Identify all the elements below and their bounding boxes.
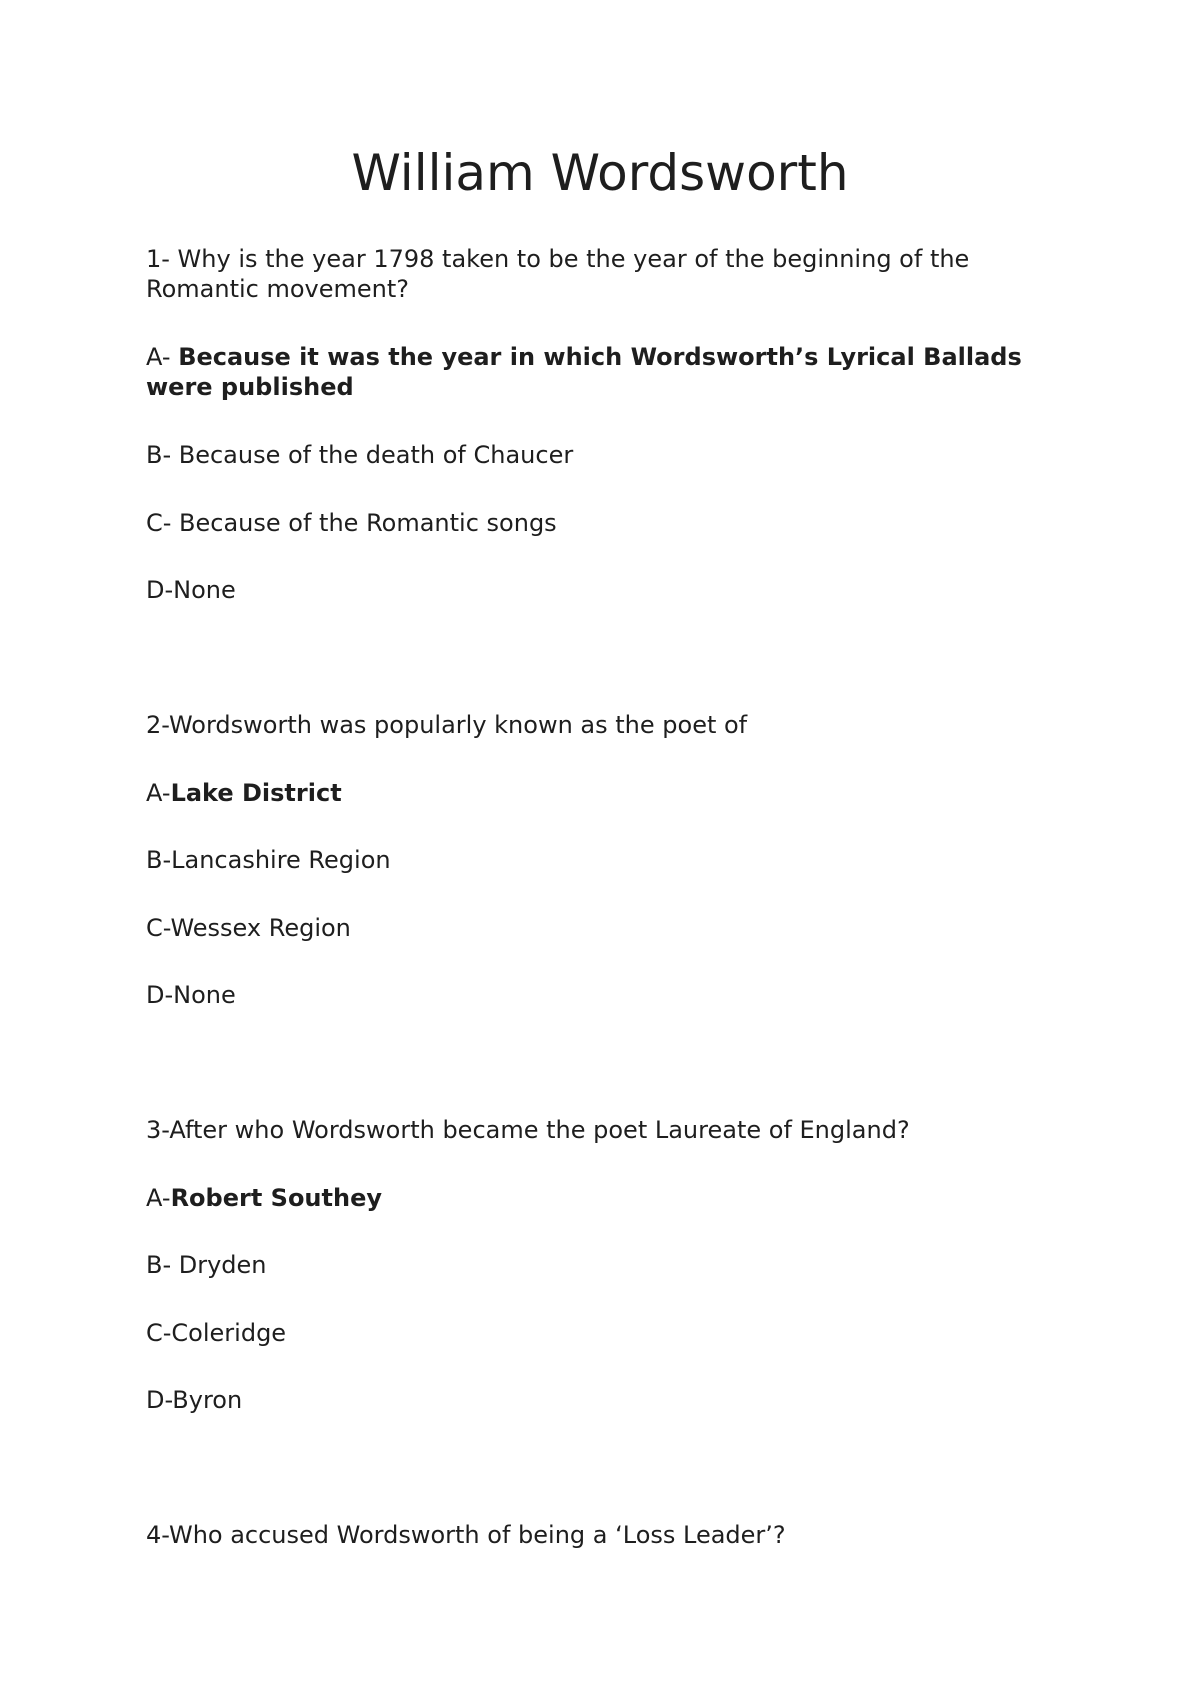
question-1-option-d: D-None bbox=[146, 576, 236, 604]
question-3-option-d: D-Byron bbox=[146, 1386, 243, 1414]
option-prefix: A- bbox=[146, 779, 171, 807]
question-3-option-b: B- Dryden bbox=[146, 1251, 267, 1279]
correct-answer: Lake District bbox=[170, 779, 342, 807]
correct-answer: Robert Southey bbox=[170, 1184, 382, 1212]
question-2-option-c: C-Wessex Region bbox=[146, 914, 351, 942]
question-1-option-a bbox=[146, 342, 1076, 402]
document-title: William Wordsworth bbox=[351, 144, 849, 202]
question-2-text: 2-Wordsworth was popularly known as the poet of bbox=[146, 711, 748, 739]
option-prefix: A- bbox=[146, 1184, 171, 1212]
question-3-text: 3-After who Wordsworth became the poet Laureate of England? bbox=[146, 1116, 910, 1144]
question-2-option-a bbox=[146, 778, 1076, 808]
option-prefix: A- bbox=[146, 343, 179, 371]
question-3-option-c: C-Coleridge bbox=[146, 1319, 287, 1347]
question-4-text: 4-Who accused Wordsworth of being a ‘Loss Leader’? bbox=[146, 1521, 786, 1549]
question-1-text: 1- Why is the year 1798 taken to be the year of the beginning of the Romantic movement? bbox=[146, 245, 970, 303]
question-1-option-c: C- Because of the Romantic songs bbox=[146, 509, 557, 537]
correct-answer: Because it was the year in which Wordsworth’s Lyrical Ballads were published bbox=[146, 343, 1022, 401]
question-3-option-a bbox=[146, 1183, 1076, 1213]
question-1-option-b: B- Because of the death of Chaucer bbox=[146, 441, 574, 469]
question-2-option-d: D-None bbox=[146, 981, 236, 1009]
question-2-option-b: B-Lancashire Region bbox=[146, 846, 391, 874]
